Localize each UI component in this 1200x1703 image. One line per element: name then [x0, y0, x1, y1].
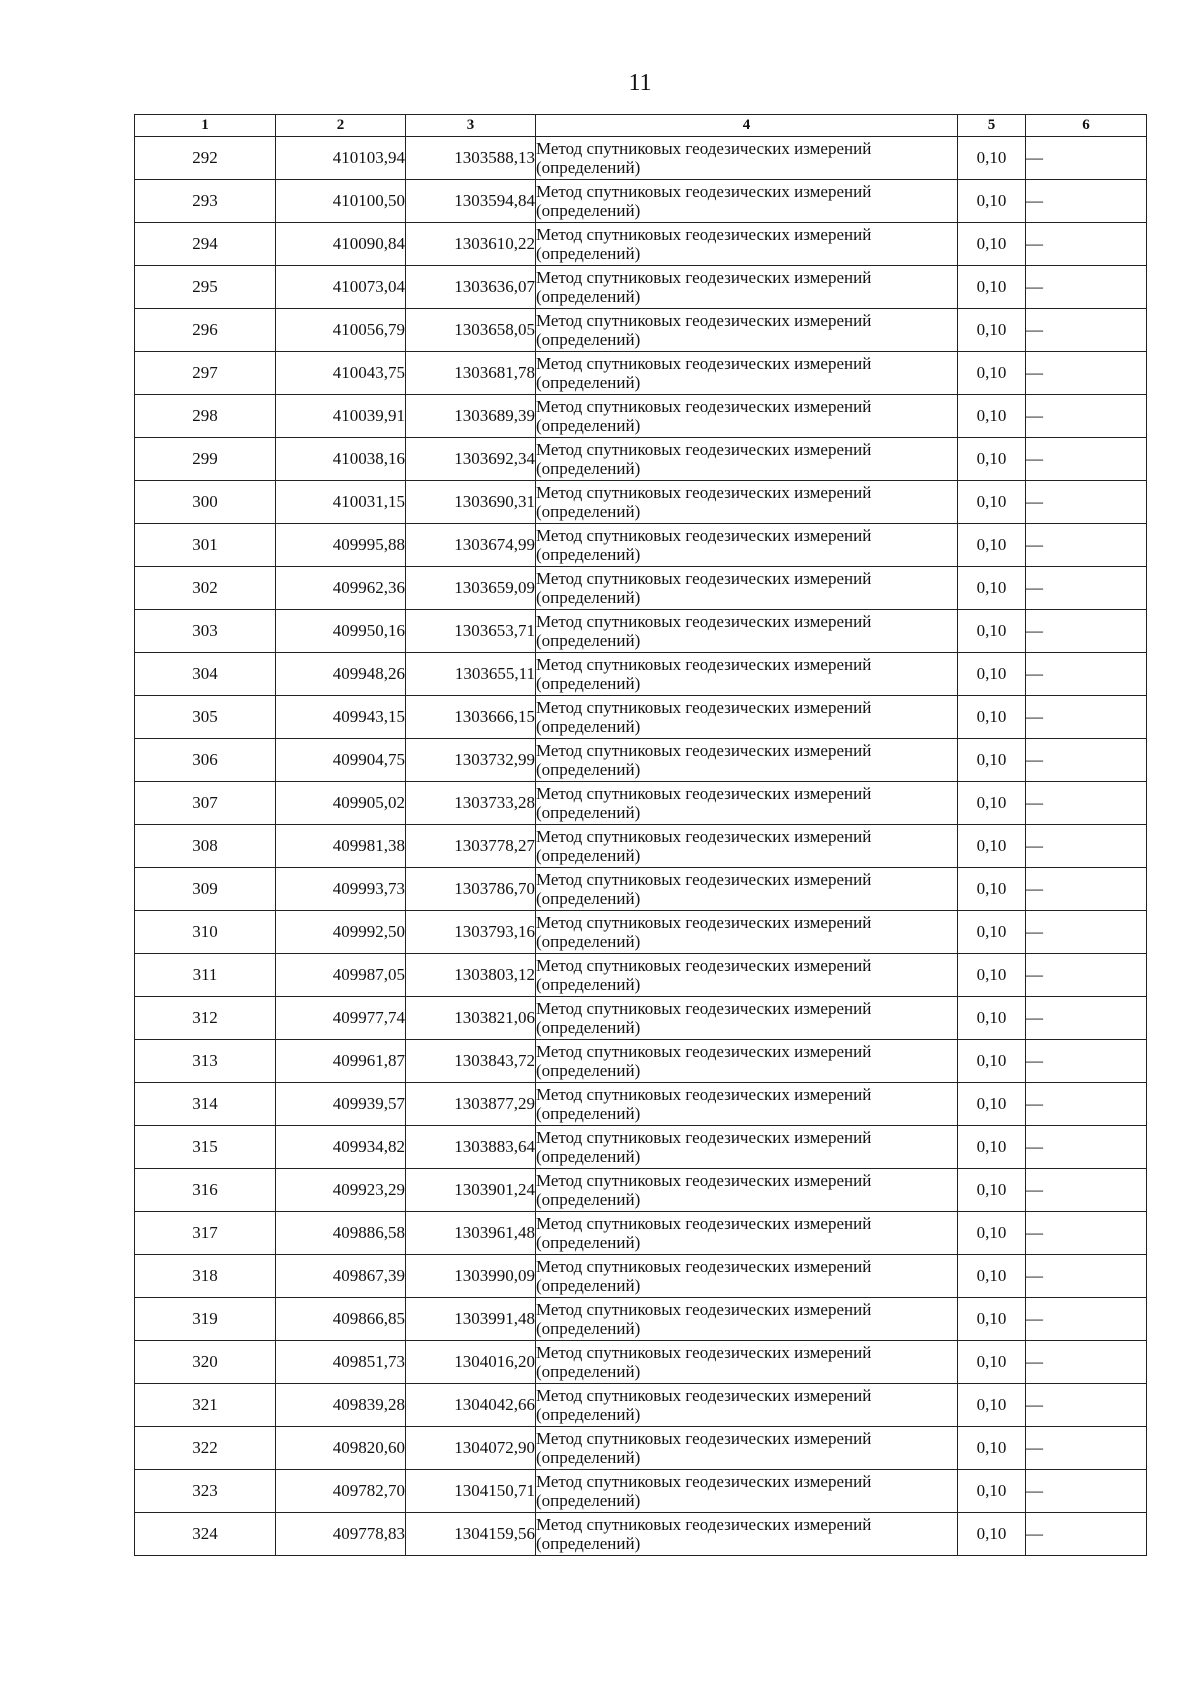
- point-number-cell: 312: [135, 997, 276, 1040]
- note-cell: —: [1026, 1126, 1147, 1169]
- point-number-cell: 322: [135, 1427, 276, 1470]
- x-coordinate-cell: 409867,39: [276, 1255, 406, 1298]
- note-cell: —: [1026, 1169, 1147, 1212]
- x-coordinate-cell: 409995,88: [276, 524, 406, 567]
- x-coordinate-cell: 409977,74: [276, 997, 406, 1040]
- table-row: [135, 1083, 1147, 1126]
- table-row: [135, 782, 1147, 825]
- method-cell: Метод спутниковых геодезических измерений (определений): [536, 696, 958, 739]
- accuracy-cell: 0,10: [958, 524, 1026, 567]
- x-coordinate-cell: 409981,38: [276, 825, 406, 868]
- point-number-cell: 317: [135, 1212, 276, 1255]
- accuracy-cell: 0,10: [958, 137, 1026, 180]
- accuracy-cell: 0,10: [958, 1212, 1026, 1255]
- table-row: [135, 1384, 1147, 1427]
- accuracy-cell: 0,10: [958, 1298, 1026, 1341]
- note-cell: —: [1026, 481, 1147, 524]
- y-coordinate-cell: 1303692,34: [406, 438, 536, 481]
- table-row: [135, 567, 1147, 610]
- point-number-cell: 297: [135, 352, 276, 395]
- x-coordinate-cell: 410031,15: [276, 481, 406, 524]
- note-cell: —: [1026, 180, 1147, 223]
- y-coordinate-cell: 1303877,29: [406, 1083, 536, 1126]
- method-cell: Метод спутниковых геодезических измерений (определений): [536, 1212, 958, 1255]
- point-number-cell: 293: [135, 180, 276, 223]
- y-coordinate-cell: 1303636,07: [406, 266, 536, 309]
- accuracy-cell: 0,10: [958, 180, 1026, 223]
- point-number-cell: 318: [135, 1255, 276, 1298]
- accuracy-cell: 0,10: [958, 1513, 1026, 1556]
- y-coordinate-cell: 1304042,66: [406, 1384, 536, 1427]
- x-coordinate-cell: 409851,73: [276, 1341, 406, 1384]
- note-cell: —: [1026, 997, 1147, 1040]
- y-coordinate-cell: 1303961,48: [406, 1212, 536, 1255]
- point-number-cell: 295: [135, 266, 276, 309]
- x-coordinate-cell: 410043,75: [276, 352, 406, 395]
- note-cell: —: [1026, 1513, 1147, 1556]
- note-cell: —: [1026, 825, 1147, 868]
- y-coordinate-cell: 1303610,22: [406, 223, 536, 266]
- x-coordinate-cell: 410103,94: [276, 137, 406, 180]
- x-coordinate-cell: 409993,73: [276, 868, 406, 911]
- method-cell: Метод спутниковых геодезических измерений (определений): [536, 868, 958, 911]
- note-cell: —: [1026, 782, 1147, 825]
- note-cell: —: [1026, 1083, 1147, 1126]
- note-cell: —: [1026, 696, 1147, 739]
- point-number-cell: 319: [135, 1298, 276, 1341]
- x-coordinate-cell: 409992,50: [276, 911, 406, 954]
- table-row: [135, 524, 1147, 567]
- accuracy-cell: 0,10: [958, 352, 1026, 395]
- point-number-cell: 292: [135, 137, 276, 180]
- table-row: [135, 1341, 1147, 1384]
- method-cell: Метод спутниковых геодезических измерений (определений): [536, 1298, 958, 1341]
- y-coordinate-cell: 1303732,99: [406, 739, 536, 782]
- y-coordinate-cell: 1303588,13: [406, 137, 536, 180]
- point-number-cell: 314: [135, 1083, 276, 1126]
- point-number-cell: 299: [135, 438, 276, 481]
- note-cell: —: [1026, 352, 1147, 395]
- accuracy-cell: 0,10: [958, 1040, 1026, 1083]
- note-cell: —: [1026, 137, 1147, 180]
- method-cell: Метод спутниковых геодезических измерений (определений): [536, 223, 958, 266]
- method-cell: Метод спутниковых геодезических измерений (определений): [536, 1427, 958, 1470]
- point-number-cell: 315: [135, 1126, 276, 1169]
- accuracy-cell: 0,10: [958, 782, 1026, 825]
- table-row: [135, 1255, 1147, 1298]
- note-cell: —: [1026, 438, 1147, 481]
- method-cell: Метод спутниковых геодезических измерений (определений): [536, 180, 958, 223]
- table-row: [135, 868, 1147, 911]
- accuracy-cell: 0,10: [958, 911, 1026, 954]
- method-cell: Метод спутниковых геодезических измерений (определений): [536, 1083, 958, 1126]
- point-number-cell: 316: [135, 1169, 276, 1212]
- x-coordinate-cell: 409866,85: [276, 1298, 406, 1341]
- x-coordinate-cell: 409820,60: [276, 1427, 406, 1470]
- method-cell: Метод спутниковых геодезических измерений (определений): [536, 1040, 958, 1083]
- accuracy-cell: 0,10: [958, 653, 1026, 696]
- point-number-cell: 301: [135, 524, 276, 567]
- note-cell: —: [1026, 1298, 1147, 1341]
- accuracy-cell: 0,10: [958, 1169, 1026, 1212]
- method-cell: Метод спутниковых геодезических измерений (определений): [536, 1169, 958, 1212]
- method-cell: Метод спутниковых геодезических измерений (определений): [536, 524, 958, 567]
- note-cell: —: [1026, 1255, 1147, 1298]
- table-row: [135, 1427, 1147, 1470]
- point-number-cell: 309: [135, 868, 276, 911]
- point-number-cell: 323: [135, 1470, 276, 1513]
- table-row: [135, 137, 1147, 180]
- method-cell: Метод спутниковых геодезических измерений (определений): [536, 954, 958, 997]
- y-coordinate-cell: 1303778,27: [406, 825, 536, 868]
- x-coordinate-cell: 409950,16: [276, 610, 406, 653]
- y-coordinate-cell: 1304072,90: [406, 1427, 536, 1470]
- x-coordinate-cell: 409886,58: [276, 1212, 406, 1255]
- note-cell: —: [1026, 1384, 1147, 1427]
- table-row: [135, 1212, 1147, 1255]
- point-number-cell: 321: [135, 1384, 276, 1427]
- y-coordinate-cell: 1303843,72: [406, 1040, 536, 1083]
- note-cell: —: [1026, 1040, 1147, 1083]
- x-coordinate-cell: 409962,36: [276, 567, 406, 610]
- table-row: [135, 1513, 1147, 1556]
- table-row: [135, 1470, 1147, 1513]
- note-cell: —: [1026, 223, 1147, 266]
- accuracy-cell: 0,10: [958, 1083, 1026, 1126]
- table-row: [135, 1169, 1147, 1212]
- note-cell: —: [1026, 309, 1147, 352]
- method-cell: Метод спутниковых геодезических измерений (определений): [536, 1341, 958, 1384]
- point-number-cell: 305: [135, 696, 276, 739]
- table-row: [135, 610, 1147, 653]
- note-cell: —: [1026, 653, 1147, 696]
- y-coordinate-cell: 1304150,71: [406, 1470, 536, 1513]
- y-coordinate-cell: 1303803,12: [406, 954, 536, 997]
- table-row: [135, 1298, 1147, 1341]
- point-number-cell: 313: [135, 1040, 276, 1083]
- column-header: 3: [406, 115, 536, 137]
- accuracy-cell: 0,10: [958, 739, 1026, 782]
- point-number-cell: 308: [135, 825, 276, 868]
- y-coordinate-cell: 1303793,16: [406, 911, 536, 954]
- x-coordinate-cell: 410039,91: [276, 395, 406, 438]
- point-number-cell: 296: [135, 309, 276, 352]
- point-number-cell: 294: [135, 223, 276, 266]
- note-cell: —: [1026, 1212, 1147, 1255]
- method-cell: Метод спутниковых геодезических измерений (определений): [536, 782, 958, 825]
- y-coordinate-cell: 1303681,78: [406, 352, 536, 395]
- table-row: [135, 481, 1147, 524]
- point-number-cell: 298: [135, 395, 276, 438]
- x-coordinate-cell: 409778,83: [276, 1513, 406, 1556]
- method-cell: Метод спутниковых геодезических измерений (определений): [536, 997, 958, 1040]
- method-cell: Метод спутниковых геодезических измерений (определений): [536, 395, 958, 438]
- table-row: [135, 309, 1147, 352]
- accuracy-cell: 0,10: [958, 696, 1026, 739]
- x-coordinate-cell: 410073,04: [276, 266, 406, 309]
- method-cell: Метод спутниковых геодезических измерений (определений): [536, 567, 958, 610]
- table-body: [135, 137, 1147, 1556]
- x-coordinate-cell: 409905,02: [276, 782, 406, 825]
- note-cell: —: [1026, 567, 1147, 610]
- table-row: [135, 1126, 1147, 1169]
- point-number-cell: 303: [135, 610, 276, 653]
- accuracy-cell: 0,10: [958, 266, 1026, 309]
- x-coordinate-cell: 409923,29: [276, 1169, 406, 1212]
- note-cell: —: [1026, 1427, 1147, 1470]
- point-number-cell: 311: [135, 954, 276, 997]
- accuracy-cell: 0,10: [958, 1341, 1026, 1384]
- accuracy-cell: 0,10: [958, 1255, 1026, 1298]
- column-header: 6: [1026, 115, 1147, 137]
- point-number-cell: 310: [135, 911, 276, 954]
- table-row: [135, 911, 1147, 954]
- x-coordinate-cell: 410056,79: [276, 309, 406, 352]
- note-cell: —: [1026, 610, 1147, 653]
- x-coordinate-cell: 409948,26: [276, 653, 406, 696]
- y-coordinate-cell: 1303990,09: [406, 1255, 536, 1298]
- table-row: [135, 1040, 1147, 1083]
- note-cell: —: [1026, 954, 1147, 997]
- column-header: 5: [958, 115, 1026, 137]
- y-coordinate-cell: 1303659,09: [406, 567, 536, 610]
- note-cell: —: [1026, 911, 1147, 954]
- table-row: [135, 954, 1147, 997]
- table-row: [135, 825, 1147, 868]
- point-number-cell: 302: [135, 567, 276, 610]
- accuracy-cell: 0,10: [958, 481, 1026, 524]
- x-coordinate-cell: 410100,50: [276, 180, 406, 223]
- table-row: [135, 696, 1147, 739]
- y-coordinate-cell: 1303901,24: [406, 1169, 536, 1212]
- point-number-cell: 300: [135, 481, 276, 524]
- point-number-cell: 324: [135, 1513, 276, 1556]
- column-header: 1: [135, 115, 276, 137]
- accuracy-cell: 0,10: [958, 610, 1026, 653]
- x-coordinate-cell: 409961,87: [276, 1040, 406, 1083]
- y-coordinate-cell: 1303883,64: [406, 1126, 536, 1169]
- x-coordinate-cell: 409987,05: [276, 954, 406, 997]
- point-number-cell: 320: [135, 1341, 276, 1384]
- accuracy-cell: 0,10: [958, 868, 1026, 911]
- page-number: 11: [628, 70, 652, 96]
- accuracy-cell: 0,10: [958, 997, 1026, 1040]
- method-cell: Метод спутниковых геодезических измерений (определений): [536, 352, 958, 395]
- y-coordinate-cell: 1303821,06: [406, 997, 536, 1040]
- x-coordinate-cell: 410038,16: [276, 438, 406, 481]
- x-coordinate-cell: 409782,70: [276, 1470, 406, 1513]
- note-cell: —: [1026, 739, 1147, 782]
- accuracy-cell: 0,10: [958, 395, 1026, 438]
- y-coordinate-cell: 1303690,31: [406, 481, 536, 524]
- method-cell: Метод спутниковых геодезических измерений (определений): [536, 1384, 958, 1427]
- y-coordinate-cell: 1303786,70: [406, 868, 536, 911]
- x-coordinate-cell: 409943,15: [276, 696, 406, 739]
- accuracy-cell: 0,10: [958, 223, 1026, 266]
- accuracy-cell: 0,10: [958, 825, 1026, 868]
- method-cell: Метод спутниковых геодезических измерений (определений): [536, 137, 958, 180]
- method-cell: Метод спутниковых геодезических измерений (определений): [536, 1513, 958, 1556]
- method-cell: Метод спутниковых геодезических измерений (определений): [536, 266, 958, 309]
- table-row: [135, 223, 1147, 266]
- accuracy-cell: 0,10: [958, 567, 1026, 610]
- y-coordinate-cell: 1303653,71: [406, 610, 536, 653]
- method-cell: Метод спутниковых геодезических измерений (определений): [536, 438, 958, 481]
- method-cell: Метод спутниковых геодезических измерений (определений): [536, 610, 958, 653]
- y-coordinate-cell: 1304159,56: [406, 1513, 536, 1556]
- accuracy-cell: 0,10: [958, 1427, 1026, 1470]
- table-row: [135, 438, 1147, 481]
- y-coordinate-cell: 1303655,11: [406, 653, 536, 696]
- point-number-cell: 306: [135, 739, 276, 782]
- column-header: 2: [276, 115, 406, 137]
- y-coordinate-cell: 1303991,48: [406, 1298, 536, 1341]
- method-cell: Метод спутниковых геодезических измерений (определений): [536, 1255, 958, 1298]
- method-cell: Метод спутниковых геодезических измерений (определений): [536, 1470, 958, 1513]
- table-row: [135, 997, 1147, 1040]
- y-coordinate-cell: 1303674,99: [406, 524, 536, 567]
- accuracy-cell: 0,10: [958, 1126, 1026, 1169]
- accuracy-cell: 0,10: [958, 438, 1026, 481]
- table-row: [135, 653, 1147, 696]
- point-number-cell: 304: [135, 653, 276, 696]
- y-coordinate-cell: 1303689,39: [406, 395, 536, 438]
- method-cell: Метод спутниковых геодезических измерений (определений): [536, 481, 958, 524]
- table-row: [135, 266, 1147, 309]
- note-cell: —: [1026, 868, 1147, 911]
- method-cell: Метод спутниковых геодезических измерений (определений): [536, 739, 958, 782]
- note-cell: —: [1026, 266, 1147, 309]
- note-cell: —: [1026, 1341, 1147, 1384]
- y-coordinate-cell: 1303666,15: [406, 696, 536, 739]
- point-number-cell: 307: [135, 782, 276, 825]
- note-cell: —: [1026, 1470, 1147, 1513]
- method-cell: Метод спутниковых геодезических измерений (определений): [536, 1126, 958, 1169]
- x-coordinate-cell: 409934,82: [276, 1126, 406, 1169]
- y-coordinate-cell: 1303594,84: [406, 180, 536, 223]
- table-header-row: [135, 115, 1147, 137]
- coordinates-table: [134, 114, 1147, 1556]
- note-cell: —: [1026, 395, 1147, 438]
- table-row: [135, 739, 1147, 782]
- x-coordinate-cell: 409839,28: [276, 1384, 406, 1427]
- method-cell: Метод спутниковых геодезических измерений (определений): [536, 309, 958, 352]
- accuracy-cell: 0,10: [958, 954, 1026, 997]
- x-coordinate-cell: 409904,75: [276, 739, 406, 782]
- x-coordinate-cell: 410090,84: [276, 223, 406, 266]
- table-row: [135, 352, 1147, 395]
- y-coordinate-cell: 1303658,05: [406, 309, 536, 352]
- y-coordinate-cell: 1304016,20: [406, 1341, 536, 1384]
- accuracy-cell: 0,10: [958, 1384, 1026, 1427]
- y-coordinate-cell: 1303733,28: [406, 782, 536, 825]
- accuracy-cell: 0,10: [958, 309, 1026, 352]
- x-coordinate-cell: 409939,57: [276, 1083, 406, 1126]
- method-cell: Метод спутниковых геодезических измерений (определений): [536, 911, 958, 954]
- table-row: [135, 180, 1147, 223]
- method-cell: Метод спутниковых геодезических измерений (определений): [536, 653, 958, 696]
- note-cell: —: [1026, 524, 1147, 567]
- table-row: [135, 395, 1147, 438]
- column-header: 4: [536, 115, 958, 137]
- method-cell: Метод спутниковых геодезических измерений (определений): [536, 825, 958, 868]
- accuracy-cell: 0,10: [958, 1470, 1026, 1513]
